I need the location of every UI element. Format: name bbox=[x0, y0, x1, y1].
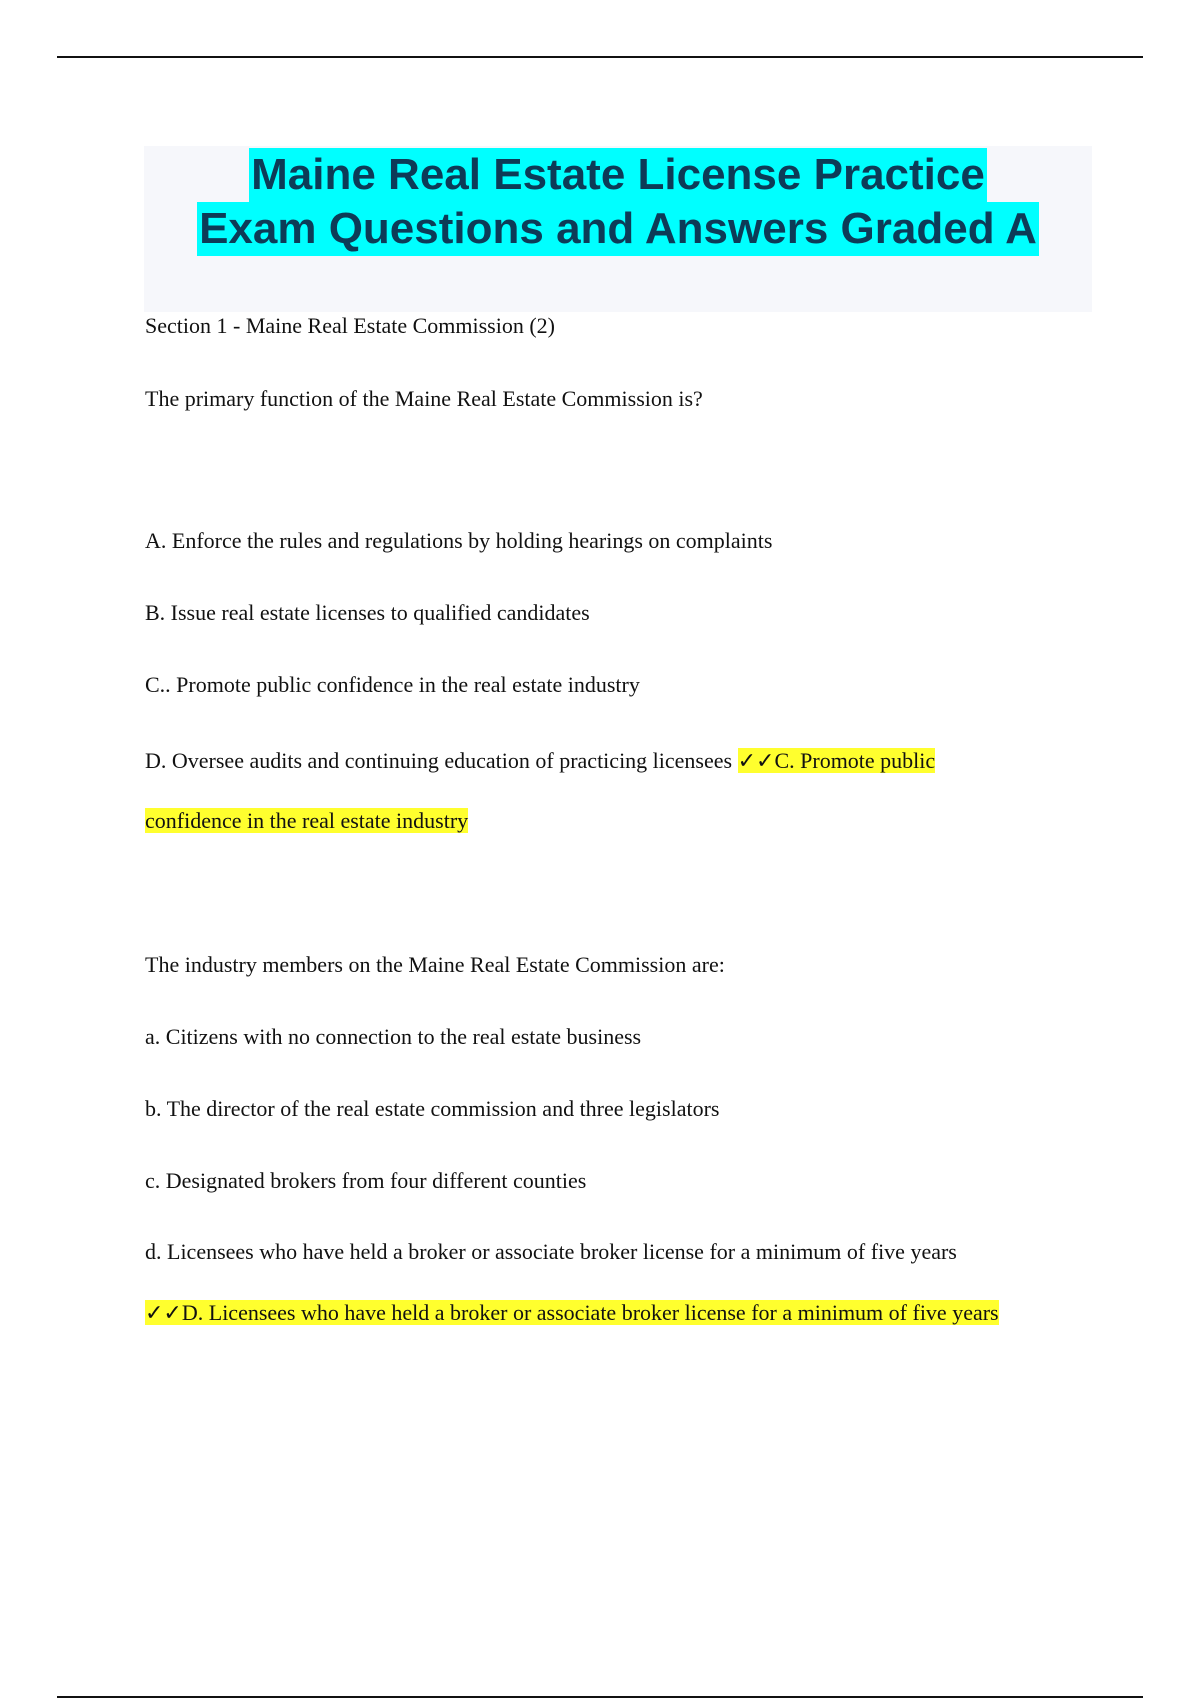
top-rule bbox=[57, 56, 1143, 58]
question-1-answer-line-2 bbox=[145, 806, 468, 836]
question-1-option-a: A. Enforce the rules and regulations by holding hearings on complaints bbox=[145, 528, 773, 553]
question-1-option-b: B. Issue real estate licenses to qualified candidates bbox=[145, 600, 590, 625]
question-2-option-a: a. Citizens with no connection to the real estate business bbox=[145, 1024, 642, 1049]
question-2-prompt: The industry members on the Maine Real Estate Commission are: bbox=[145, 952, 725, 977]
question-1-answer-part-1: ✓✓C. Promote public bbox=[737, 748, 936, 773]
document-title-line-2: Exam Questions and Answers Graded A bbox=[197, 202, 1039, 256]
section-heading: Section 1 - Maine Real Estate Commission (2) bbox=[145, 313, 555, 338]
question-2-option-c: c. Designated brokers from four different counties bbox=[145, 1168, 587, 1193]
question-2-option-b: b. The director of the real estate commission and three legislators bbox=[145, 1096, 720, 1121]
question-1-option-d-line bbox=[145, 746, 935, 776]
question-2-answer-line bbox=[145, 1298, 999, 1328]
title-banner bbox=[144, 146, 1092, 312]
question-1-option-d: D. Oversee audits and continuing education of practicing licensees bbox=[145, 748, 733, 773]
bottom-rule bbox=[57, 1696, 1143, 1698]
question-1-prompt: The primary function of the Maine Real Estate Commission is? bbox=[145, 386, 703, 411]
document-title-line-1: Maine Real Estate License Practice bbox=[249, 148, 987, 202]
question-1-answer-part-2: confidence in the real estate industry bbox=[145, 808, 469, 833]
question-2-option-d: d. Licensees who have held a broker or associate broker license for a minimum of five years bbox=[145, 1239, 957, 1264]
question-1-option-c: C.. Promote public confidence in the real estate industry bbox=[145, 672, 640, 697]
question-2-answer: ✓✓D. Licensees who have held a broker or associate broker license for a minimum of five years bbox=[145, 1300, 999, 1325]
